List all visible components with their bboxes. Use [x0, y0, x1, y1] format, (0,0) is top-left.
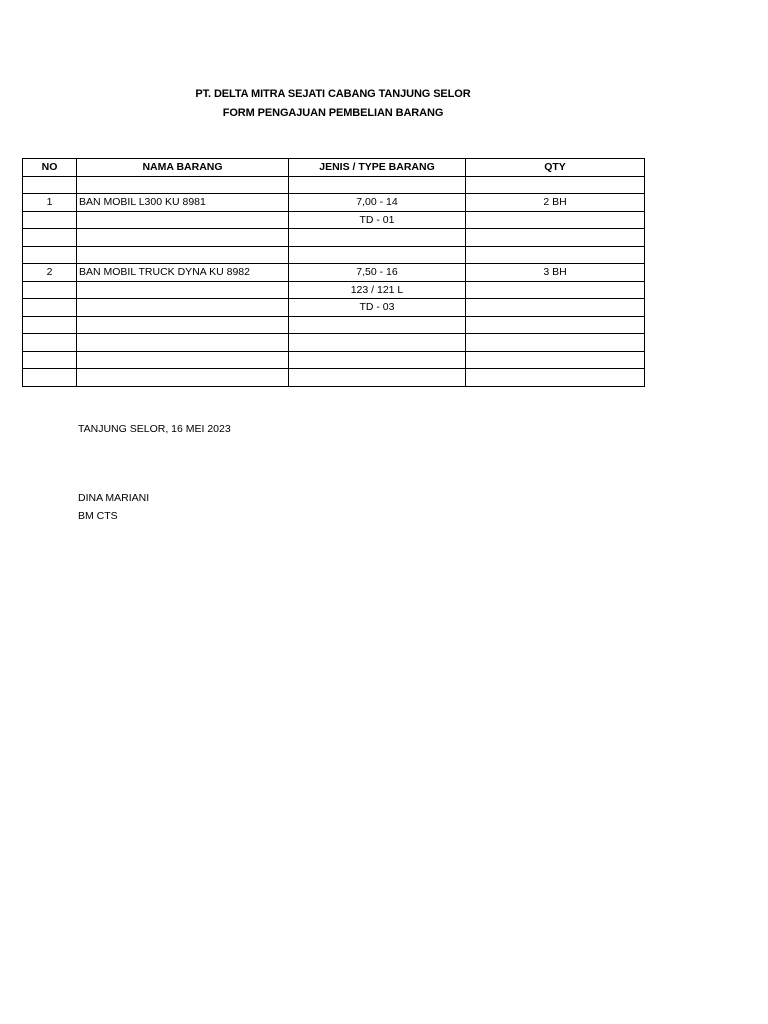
- cell-jenis-type: [289, 369, 466, 387]
- cell-no: [23, 316, 77, 334]
- cell-jenis-type: TD - 03: [289, 299, 466, 317]
- cell-qty: [466, 211, 645, 229]
- cell-jenis-type: [289, 246, 466, 264]
- cell-qty: [466, 351, 645, 369]
- table-row: [23, 194, 645, 212]
- cell-no: 2: [23, 264, 77, 282]
- cell-no: [23, 229, 77, 247]
- cell-nama-barang: BAN MOBIL L300 KU 8981: [77, 194, 289, 212]
- cell-no: 1: [23, 194, 77, 212]
- cell-qty: [466, 369, 645, 387]
- cell-nama-barang: [77, 281, 289, 299]
- cell-jenis-type: 7,50 - 16: [289, 264, 466, 282]
- cell-qty: [466, 176, 645, 194]
- cell-jenis-type: [289, 176, 466, 194]
- cell-jenis-type: 123 / 121 L: [289, 281, 466, 299]
- cell-no: [23, 211, 77, 229]
- cell-nama-barang: [77, 246, 289, 264]
- column-header-no: NO: [23, 159, 77, 177]
- table-row: [23, 211, 645, 229]
- cell-no: [23, 246, 77, 264]
- table-row: [23, 176, 645, 194]
- cell-jenis-type: [289, 229, 466, 247]
- cell-qty: [466, 229, 645, 247]
- cell-nama-barang: [77, 299, 289, 317]
- cell-qty: [466, 281, 645, 299]
- cell-nama-barang: [77, 334, 289, 352]
- cell-qty: [466, 316, 645, 334]
- form-title: FORM PENGAJUAN PEMBELIAN BARANG: [222, 107, 444, 119]
- company-title: PT. DELTA MITRA SEJATI CABANG TANJUNG SELOR: [195, 88, 471, 100]
- place-date: TANJUNG SELOR, 16 MEI 2023: [78, 423, 231, 435]
- column-header-nama-barang: NAMA BARANG: [77, 159, 289, 177]
- table-row: [23, 246, 645, 264]
- cell-jenis-type: [289, 334, 466, 352]
- column-header-jenis-type: JENIS / TYPE BARANG: [289, 159, 466, 177]
- cell-qty: 3 BH: [466, 264, 645, 282]
- cell-no: [23, 351, 77, 369]
- column-header-qty: QTY: [466, 159, 645, 177]
- cell-nama-barang: [77, 369, 289, 387]
- cell-nama-barang: [77, 176, 289, 194]
- table-row: [23, 334, 645, 352]
- cell-nama-barang: [77, 211, 289, 229]
- table-row: [23, 281, 645, 299]
- cell-jenis-type: [289, 351, 466, 369]
- cell-no: [23, 369, 77, 387]
- cell-jenis-type: 7,00 - 14: [289, 194, 466, 212]
- cell-jenis-type: [289, 316, 466, 334]
- table-row: [23, 299, 645, 317]
- cell-no: [23, 176, 77, 194]
- cell-no: [23, 334, 77, 352]
- cell-jenis-type: TD - 01: [289, 211, 466, 229]
- table-row: [23, 264, 645, 282]
- cell-nama-barang: BAN MOBIL TRUCK DYNA KU 8982: [77, 264, 289, 282]
- cell-nama-barang: [77, 316, 289, 334]
- table-row: [23, 229, 645, 247]
- cell-no: [23, 299, 77, 317]
- cell-qty: [466, 334, 645, 352]
- cell-qty: 2 BH: [466, 194, 645, 212]
- cell-qty: [466, 299, 645, 317]
- signer-role: BM CTS: [78, 510, 118, 522]
- table-row: [23, 351, 645, 369]
- table-row: [23, 316, 645, 334]
- signer-name: DINA MARIANI: [78, 492, 150, 504]
- cell-nama-barang: [77, 229, 289, 247]
- table-row: [23, 369, 645, 387]
- table-header-row: [23, 159, 645, 177]
- cell-nama-barang: [77, 351, 289, 369]
- purchase-request-table: [22, 158, 645, 387]
- cell-qty: [466, 246, 645, 264]
- cell-no: [23, 281, 77, 299]
